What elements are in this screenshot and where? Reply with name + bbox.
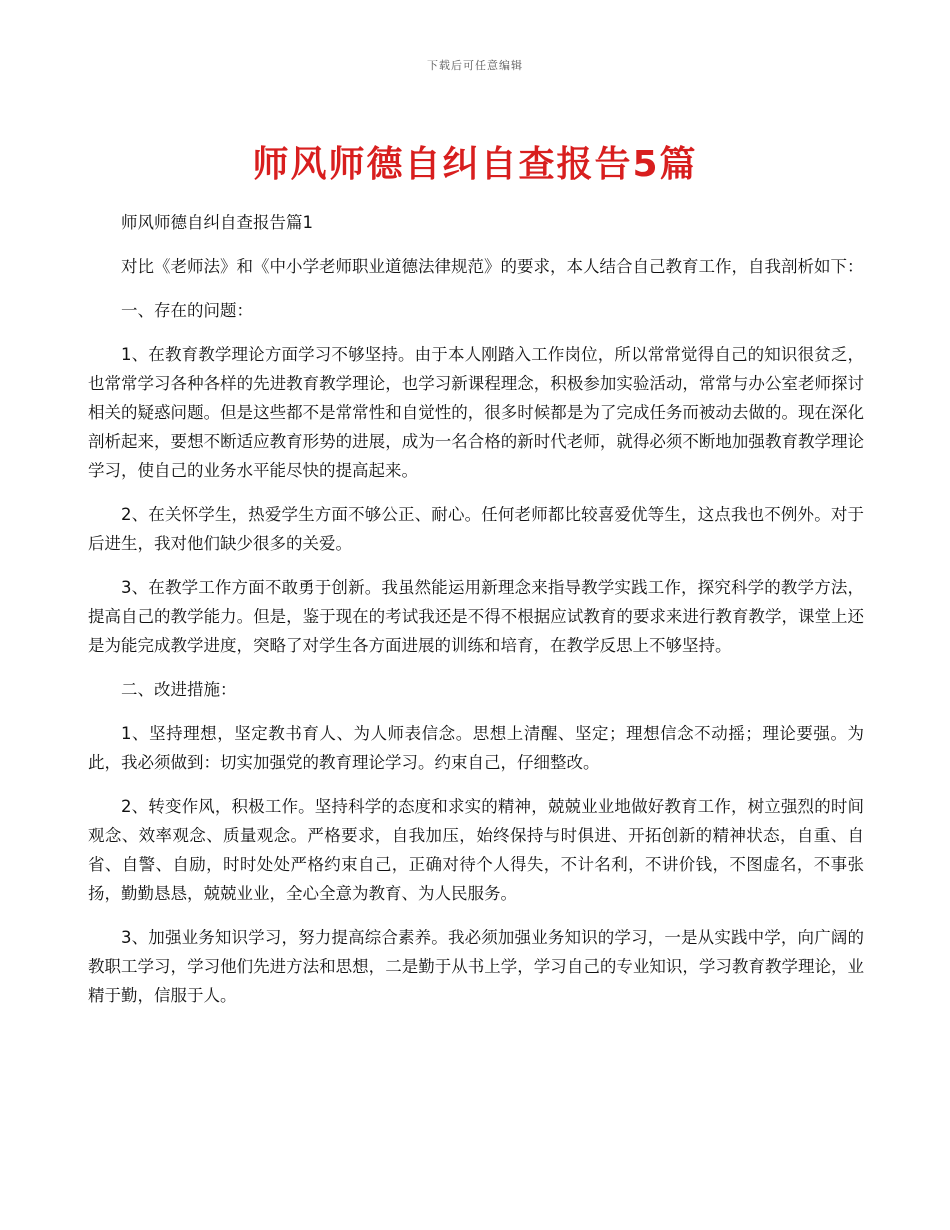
problem-paragraph-1: 1、在教育教学理论方面学习不够坚持。由于本人刚踏入工作岗位，所以常常觉得自己的知识很贫乏，也常常学习各种各样的先进教育教学理论，也学习新课程理念，积极参加实验活动，常常与办公室老师探讨相关的疑惑问题。但是这些都不是常常性和自觉性的，很多时候都是为了完成任务而被动去做的。现在深化剖析起来，要想不断适应教育形势的进展，成为一名合格的新时代老师，就得必须不断地加强教育教学理论学习，使自己的业务水平能尽快的提高起来。 [88, 345, 864, 480]
problem-paragraph-3: 3、在教学工作方面不敢勇于创新。我虽然能运用新理念来指导教学实践工作，探究科学的教学方法，提高自己的教学能力。但是，鉴于现在的考试我还是不得不根据应试教育的要求来进行教育教学，课堂上还是为能完成教学进度，突略了对学生各方面进展的训练和培育，在教学反思上不够坚持。 [88, 578, 864, 655]
document-body [88, 208, 864, 1025]
section-heading-measures: 二、改进措施： [121, 680, 237, 699]
section-heading-problems: 一、存在的问题： [121, 301, 253, 320]
problem-paragraph-2: 2、在关怀学生，热爱学生方面不够公正、耐心。任何老师都比较喜爱优等生，这点我也不例外。对于后进生，我对他们缺少很多的关爱。 [88, 505, 864, 553]
page-header-note: 下载后可任意编辑 [427, 59, 523, 72]
measure-paragraph-3: 3、加强业务知识学习，努力提高综合素养。我必须加强业务知识的学习，一是从实践中学，向广阔的教职工学习，学习他们先进方法和思想，二是勤于从书上学，学习自己的专业知识，学习教育教学理论，业精于勤，信服于人。 [88, 928, 864, 1005]
intro-paragraph: 对比《老师法》和《中小学老师职业道德法律规范》的要求，本人结合自己教育工作，自我剖析如下： [121, 257, 864, 276]
measure-paragraph-1: 1、坚持理想，坚定教书育人、为人师表信念。思想上清醒、坚定；理想信念不动摇；理论要强。为此，我必须做到：切实加强党的教育理论学习。约束自己，仔细整改。 [88, 724, 864, 772]
document-title: 师风师德自纠自查报告5篇 [252, 144, 698, 185]
measure-paragraph-2: 2、转变作风，积极工作。坚持科学的态度和求实的精神，兢兢业业地做好教育工作，树立强烈的时间观念、效率观念、质量观念。严格要求，自我加压，始终保持与时俱进、开拓创新的精神状态，自重、自省、自警、自励，时时处处严格约束自己，正确对待个人得失，不计名利，不讲价钱，不图虚名，不事张扬，勤勤恳恳，兢兢业业，全心全意为教育、为人民服务。 [88, 797, 864, 903]
subtitle-paragraph: 师风师德自纠自查报告篇1 [121, 213, 313, 232]
